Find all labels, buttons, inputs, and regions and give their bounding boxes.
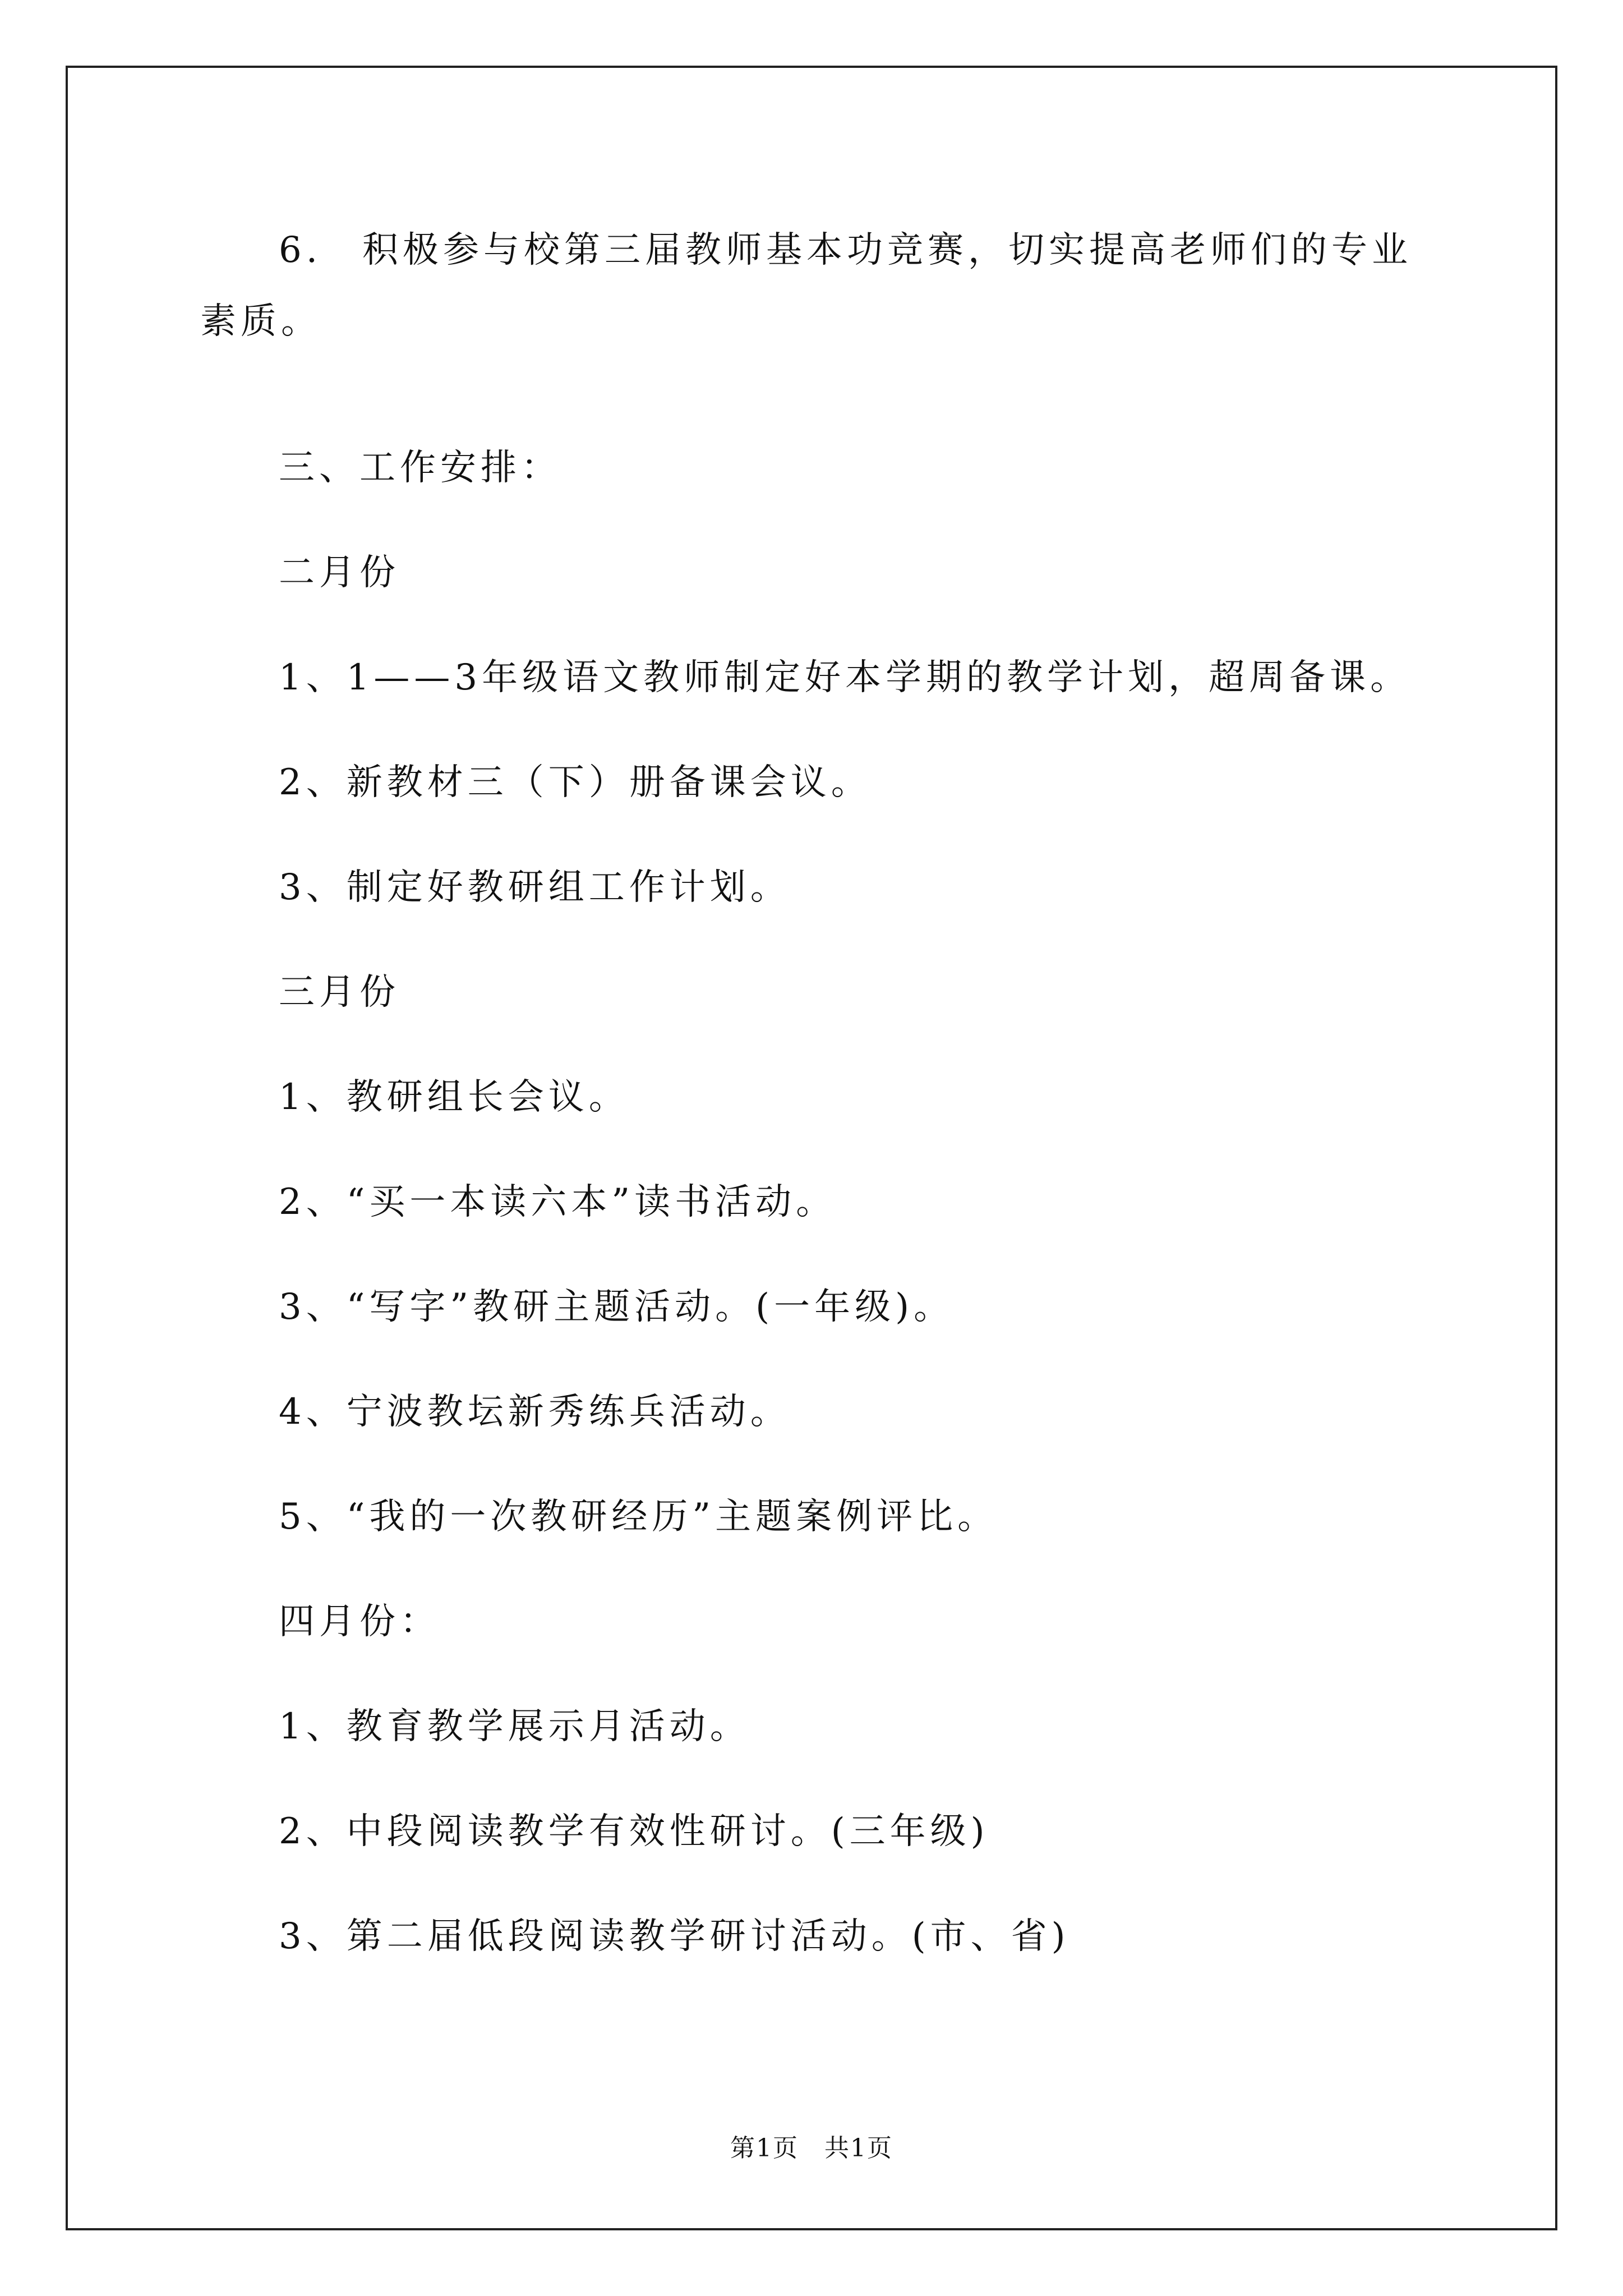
paragraph-continuation: 素质。 bbox=[200, 301, 321, 342]
list-item: 1、教育教学展示月活动。 bbox=[279, 1706, 750, 1747]
month-heading-february: 二月份 bbox=[279, 552, 400, 593]
list-item: 1、1——3年级语文教师制定好本学期的教学计划，超周备课。 bbox=[279, 657, 1411, 698]
list-item: 5、“我的一次教研经历”主题案例评比。 bbox=[279, 1496, 998, 1538]
list-item: 4、宁波教坛新秀练兵活动。 bbox=[279, 1391, 791, 1433]
list-item: 2、中段阅读教学有效性研讨。(三年级) bbox=[279, 1811, 989, 1852]
paragraph-item-6: 6. 积极参与校第三届教师基本功竞赛，切实提高老师们的专业 bbox=[279, 229, 1413, 271]
list-item: 3、制定好教研组工作计划。 bbox=[279, 867, 791, 908]
month-heading-march: 三月份 bbox=[279, 972, 400, 1013]
list-item: 3、第二届低段阅读教学研讨活动。(市、省) bbox=[279, 1916, 1070, 1957]
list-item: 3、“写字”教研主题活动。(一年级)。 bbox=[279, 1286, 955, 1328]
section-heading-work-arrangement: 三、工作安排： bbox=[279, 447, 561, 489]
list-item: 1、教研组长会议。 bbox=[279, 1076, 629, 1118]
list-item: 2、“买一本读六本”读书活动。 bbox=[279, 1181, 837, 1223]
page-border bbox=[66, 66, 1557, 2230]
page-footer: 第1页 共1页 bbox=[730, 2134, 893, 2162]
list-item: 2、新教材三（下）册备课会议。 bbox=[279, 762, 872, 803]
month-heading-april: 四月份： bbox=[279, 1601, 440, 1642]
